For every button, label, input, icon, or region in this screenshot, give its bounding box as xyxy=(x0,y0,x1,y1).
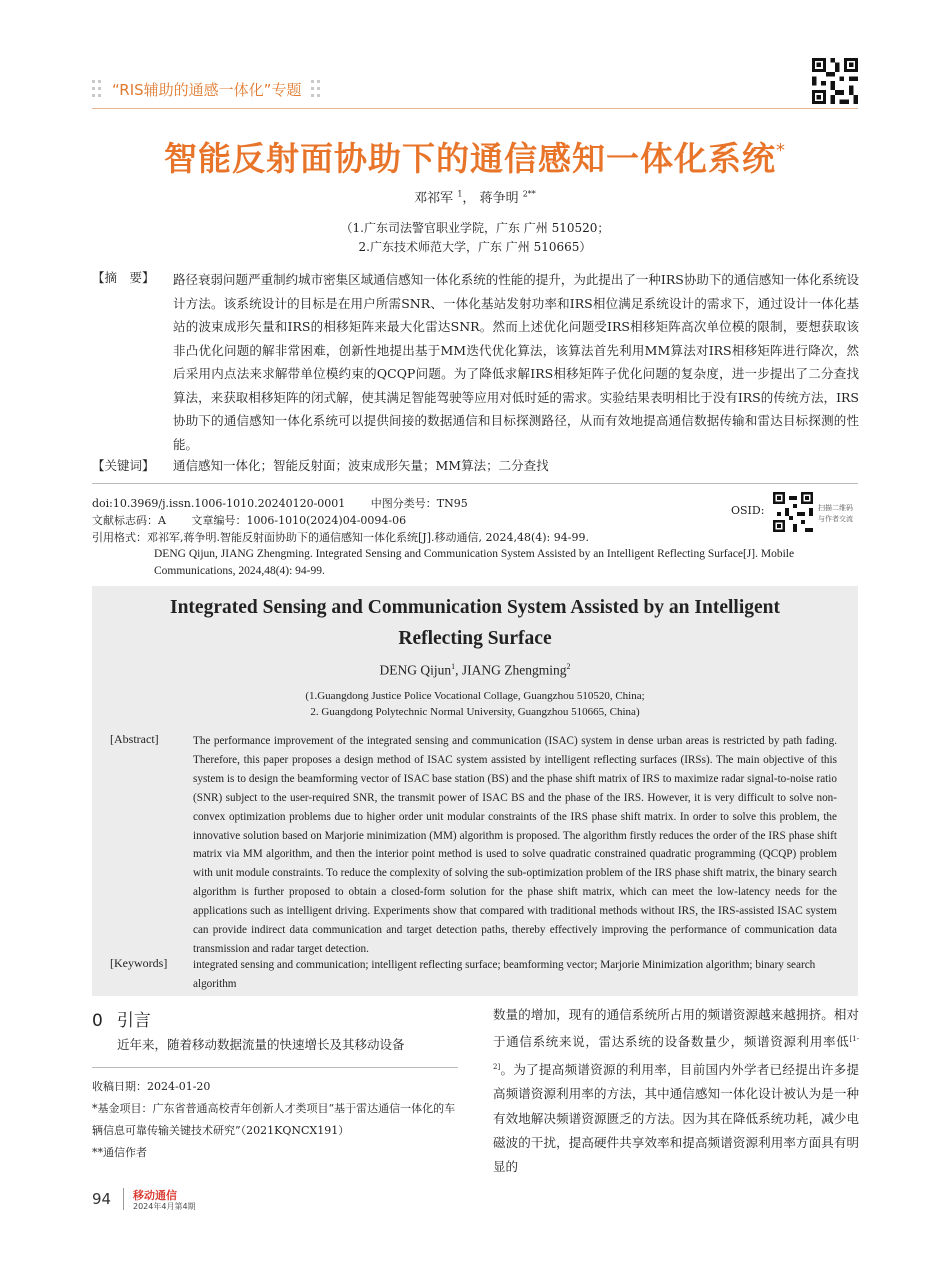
author-en-2-mark: 2 xyxy=(566,662,571,671)
affiliation-cn-2: 2.广东技术师范大学，广东 广州 510665） xyxy=(358,240,592,254)
footnotes xyxy=(92,1076,458,1164)
abstract-cn-label: 【摘 要】 xyxy=(92,270,155,285)
footer-divider xyxy=(123,1188,124,1210)
body-left-column: 近年来，随着移动数据流量的快速增长及其移动设备 xyxy=(117,1037,405,1052)
body-right-text-2: 。为了提高频谱资源的利用率，目前国内外学者已经提出许多提高频谱资源利用率的方法，其中通信感知一体化设计被认为是一种有效地解决频谱资源匮乏的方法。因为其在降低系统功耗，减少电磁波的干扰，提高硬件共享效率和提高频谱资源利用率方面具有明显的 xyxy=(493,1061,859,1175)
topic-banner-text: “RIS辅助的通感一体化”专题 xyxy=(112,80,302,99)
paper-title-en: Integrated Sensing and Communication System Assisted by an Intelligent Reflecting Surface xyxy=(170,597,780,649)
osid-label: OSID: xyxy=(731,504,765,517)
journal-logo: 移动通信 xyxy=(133,1189,177,1202)
footnote-rule xyxy=(92,1067,458,1068)
document-id-line: 文献标志码：A 文章编号：1006-1010(2024)04-0094-06 xyxy=(92,514,407,527)
osid-note-line-2: 与作者交流 xyxy=(818,515,853,523)
journal-issue: 2024年4月第4期 xyxy=(133,1202,196,1211)
affiliations-cn xyxy=(92,219,858,257)
page-number: 94 xyxy=(92,1190,112,1208)
osid-note xyxy=(818,503,853,525)
keywords-en-text: integrated sensing and communication; intelligent reflecting surface; beamforming vector; Marjorie Minimization algorithm; binary search algorithm xyxy=(193,959,816,990)
footnote-received: 收稿日期：2024-01-20 xyxy=(92,1080,211,1093)
abstract-en-label: [Abstract] xyxy=(110,732,159,746)
paper-title-cn xyxy=(92,133,858,180)
citation-cn: 引用格式：邓祁军,蒋争明.智能反射面协助下的通信感知一体化系统[J].移动通信, 2024,48(4): 94-99. xyxy=(92,531,589,544)
author-cn-1-mark: 1 xyxy=(457,189,463,199)
title-footnote-mark: * xyxy=(776,140,786,161)
body-right-text-1: 数量的增加，现有的通信系统所占用的频谱资源越来越拥挤。相对于通信系统来说，雷达系统的设备数量少，频谱资源利用率低 xyxy=(493,1007,859,1050)
section-title: 引言 xyxy=(116,1011,151,1031)
body-right-column xyxy=(493,1003,859,1179)
author-en-1-mark: 1 xyxy=(451,662,456,671)
author-cn-2: 蒋争明 xyxy=(479,191,519,206)
footnote-corresponding: **通信作者 xyxy=(92,1146,147,1159)
abstract-en-text: The performance improvement of the integrated sensing and communication (ISAC) system in dense urban areas is restricted by path fading. Therefore, this paper proposes a design method of ISAC system assisted by intelligent reflecting surfaces (IRSs). The main objective of this system is to design the beamforming vector of ISAC base station (BS) and the phase shift matrix of IRS to maximize radar signal-to-noise ratio (SNR) subject to the user-required SNR, the transmit power of ISAC BS and the phase of the IRS. However, it is very difficult to solve non-convex optimization problems due to higher order unit modular constraints of the IRS phase shift matrix. In order to solve this problem, the innovative solution based on Marjorie minimization (MM) algorithm is proposed. The algorithm firstly reduces the order of the IRS phase shift matrix via MM algorithm, and then the interior point method is used to solve quadratic constrained quadratic programming (QCQP) problem with unit module constraints. To reduce the complexity of solving the sub-optimization problem of the IRS phase shift matrix, the binary search algorithm is further proposed to obtain a closed-form solution for the phase shift matrix, which can meet the low-latency needs for the applications such as intelligent driving. Experiments show that compared with traditional methods without IRS, the IRS-assisted ISAC system can provide indirect data communication and target detection paths, thereby effectively improving the performance of communication data transmission and radar target detection. xyxy=(193,735,837,955)
reference-citation: [1-2] xyxy=(493,1035,859,1071)
authors-cn: 邓祁军 $^1$， 蒋争明 $^{2**}$ xyxy=(414,189,536,206)
footnote-fund: *基金项目：广东省普通高校青年创新人才类项目“基于雷达通信一体化的车辆信息可靠传输关键技术研究”（2021KQNCX191） xyxy=(92,1102,456,1137)
author-cn-1: 邓祁军 xyxy=(414,191,454,206)
paper-title-cn-text: 智能反射面协助下的通信感知一体化系统 xyxy=(164,139,776,178)
author-en-1: DENG Qijun xyxy=(379,662,452,678)
affiliation-en-1: (1.Guangdong Justice Police Vocational Collage, Guangzhou 510520, China; xyxy=(305,690,645,702)
header-rule xyxy=(92,108,858,109)
osid-note-line-1: 扫描二维码 xyxy=(818,504,853,512)
authors-en: DENG Qijun$^1$, JIANG Zhengming$^2$ xyxy=(379,662,571,678)
section-heading xyxy=(92,1006,151,1031)
keywords-en-label: [Keywords] xyxy=(110,956,168,970)
citation-en: DENG Qijun, JIANG Zhengming. Integrated Sensing and Communication System Assisted by an Intelligent Reflecting Surface[J]. Mobile Communications, 2024,48(4): 94-99. xyxy=(154,548,795,577)
abstract-cn-text: 路径衰弱问题严重制约城市密集区域通信感知一体化系统的性能的提升，为此提出了一种IRS协助下的通信感知一体化系统设计方法。该系统设计的目标是在用户所需SNR、一体化基站发射功率和IRS相位满足系统设计的需求下，通过设计一体化基站的波束成形矢量和IRS的相移矩阵来最大化雷达SNR。然而上述优化问题受IRS相移矩阵高次单位模的限制，要想获取该非凸优化问题的解非常困难，创新性地提出基于MM迭代优化算法，该算法首先利用MM算法对IRS相移矩阵进行降次，然后采用内点法来求解带单位模约束的QCQP问题。为了降低求解IRS相移矩阵子优化问题的复杂度，进一步提出了二分查找算法，来获取相移矩阵的闭式解，使其满足智能驾驶等应用对低时延的需求。实验结果表明相比于没有IRS的传统方法，IRS协助下的通信感知一体化系统可以提供间接的数据通信和目标探测路径，从而有效地提高通信数据传输和雷达目标探测的性能。 xyxy=(173,272,859,452)
affiliation-cn-1: （1.广东司法警官职业学院，广东 广州 510520； xyxy=(340,221,610,235)
abstract-rule xyxy=(92,483,858,484)
banner-dots-left-icon xyxy=(92,80,102,98)
affiliations-en xyxy=(92,688,858,720)
osid-qr-code-icon xyxy=(773,492,813,532)
banner-dots-right-icon xyxy=(311,80,321,98)
topic-banner xyxy=(92,78,321,100)
qr-code-icon xyxy=(812,58,858,104)
keywords-cn-text: 通信感知一体化；智能反射面；波束成形矢量；MM算法；二分查找 xyxy=(173,458,549,473)
keywords-cn-label: 【关键词】 xyxy=(92,458,155,473)
doi-line: doi:10.3969/j.issn.1006-1010.20240120-0001 中图分类号：TN95 xyxy=(92,497,468,510)
author-cn-2-mark: 2** xyxy=(522,189,536,199)
affiliation-en-2: 2. Guangdong Polytechnic Normal University, Guangzhou 510665, China) xyxy=(310,706,640,718)
author-en-2: JIANG Zhengming xyxy=(461,662,567,678)
section-number: 0 xyxy=(92,1011,103,1031)
